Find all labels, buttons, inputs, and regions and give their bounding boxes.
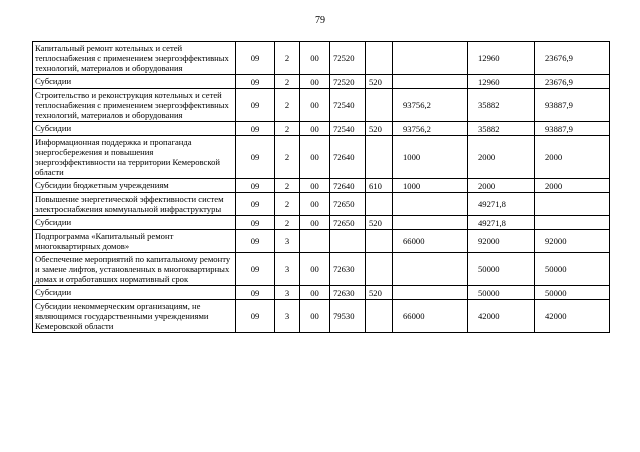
section-code-cell: 09	[236, 42, 275, 75]
target-code-cell: 72640	[330, 179, 366, 193]
table-row	[33, 286, 610, 300]
target-code-cell	[330, 230, 366, 253]
target-code-cell: 72650	[330, 193, 366, 216]
amount-year3-cell: 50000	[535, 286, 610, 300]
section-code-cell: 09	[236, 253, 275, 286]
section-code-cell: 09	[236, 286, 275, 300]
row-name-cell: Обеспечение мероприятий по капитальному ремонту и замене лифтов, установленных в многоквартирных домах и отработавших нормативный срок	[33, 253, 236, 286]
table-row	[33, 193, 610, 216]
target-code-cell: 79530	[330, 300, 366, 333]
expense-type-cell	[366, 230, 393, 253]
amount-year2-cell: 12960	[468, 75, 535, 89]
amount-year1-cell	[393, 216, 468, 230]
subsection-code-cell: 2	[275, 122, 300, 136]
amount-year2-cell: 92000	[468, 230, 535, 253]
section-code-cell: 09	[236, 136, 275, 179]
subsection-code-cell: 2	[275, 216, 300, 230]
section-code-cell: 09	[236, 216, 275, 230]
program-code-cell: 00	[300, 136, 330, 179]
program-code-cell: 00	[300, 122, 330, 136]
amount-year3-cell: 93887,9	[535, 122, 610, 136]
table-row	[33, 42, 610, 75]
amount-year2-cell: 49271,8	[468, 216, 535, 230]
target-code-cell: 72640	[330, 136, 366, 179]
amount-year1-cell	[393, 253, 468, 286]
amount-year3-cell: 93887,9	[535, 89, 610, 122]
amount-year2-cell: 2000	[468, 136, 535, 179]
program-code-cell: 00	[300, 75, 330, 89]
subsection-code-cell: 2	[275, 89, 300, 122]
row-name-cell: Строительство и реконструкция котельных и сетей теплоснабжения с применением энергоэффективных технологий, материалов и оборудования	[33, 89, 236, 122]
amount-year1-cell: 1000	[393, 136, 468, 179]
section-code-cell: 09	[236, 193, 275, 216]
target-code-cell: 72540	[330, 122, 366, 136]
subsection-code-cell: 3	[275, 300, 300, 333]
subsection-code-cell: 2	[275, 136, 300, 179]
expense-type-cell: 520	[366, 122, 393, 136]
amount-year2-cell: 42000	[468, 300, 535, 333]
table-row	[33, 89, 610, 122]
section-code-cell: 09	[236, 179, 275, 193]
program-code-cell: 00	[300, 193, 330, 216]
amount-year2-cell: 12960	[468, 42, 535, 75]
table-row	[33, 300, 610, 333]
amount-year3-cell: 2000	[535, 179, 610, 193]
row-name-cell: Субсидии бюджетным учреждениям	[33, 179, 236, 193]
page-number: 79	[315, 15, 325, 26]
row-name-cell: Субсидии	[33, 75, 236, 89]
program-code-cell: 00	[300, 300, 330, 333]
program-code-cell	[300, 230, 330, 253]
amount-year1-cell: 1000	[393, 179, 468, 193]
amount-year3-cell	[535, 216, 610, 230]
amount-year1-cell	[393, 193, 468, 216]
section-code-cell: 09	[236, 300, 275, 333]
amount-year1-cell	[393, 42, 468, 75]
table-row	[33, 122, 610, 136]
subsection-code-cell: 2	[275, 75, 300, 89]
expense-type-cell	[366, 300, 393, 333]
program-code-cell: 00	[300, 42, 330, 75]
target-code-cell: 72630	[330, 286, 366, 300]
row-name-cell: Повышение энергетической эффективности систем электроснабжения коммунальной инфраструктуры	[33, 193, 236, 216]
target-code-cell: 72650	[330, 216, 366, 230]
amount-year3-cell: 42000	[535, 300, 610, 333]
budget-table-body	[33, 42, 610, 333]
target-code-cell: 72630	[330, 253, 366, 286]
expense-type-cell: 610	[366, 179, 393, 193]
row-name-cell: Капитальный ремонт котельных и сетей теплоснабжения с применением энергоэффективных технологий, материалов и оборудования	[33, 42, 236, 75]
subsection-code-cell: 3	[275, 230, 300, 253]
program-code-cell: 00	[300, 286, 330, 300]
row-name-cell: Подпрограмма «Капитальный ремонт многоквартирных домов»	[33, 230, 236, 253]
amount-year2-cell: 35882	[468, 89, 535, 122]
amount-year1-cell: 66000	[393, 300, 468, 333]
expense-type-cell	[366, 42, 393, 75]
expense-type-cell: 520	[366, 75, 393, 89]
subsection-code-cell: 2	[275, 179, 300, 193]
subsection-code-cell: 2	[275, 42, 300, 75]
row-name-cell: Субсидии некоммерческим организациям, не являющимся государственными учреждениями Кемеровской области	[33, 300, 236, 333]
row-name-cell: Субсидии	[33, 216, 236, 230]
amount-year2-cell: 49271,8	[468, 193, 535, 216]
section-code-cell: 09	[236, 230, 275, 253]
program-code-cell: 00	[300, 89, 330, 122]
amount-year3-cell: 92000	[535, 230, 610, 253]
expense-type-cell: 520	[366, 286, 393, 300]
amount-year2-cell: 50000	[468, 286, 535, 300]
target-code-cell: 72520	[330, 42, 366, 75]
section-code-cell: 09	[236, 122, 275, 136]
program-code-cell: 00	[300, 253, 330, 286]
amount-year3-cell: 50000	[535, 253, 610, 286]
row-name-cell: Субсидии	[33, 286, 236, 300]
subsection-code-cell: 3	[275, 253, 300, 286]
section-code-cell: 09	[236, 89, 275, 122]
expense-type-cell: 520	[366, 216, 393, 230]
expense-type-cell	[366, 136, 393, 179]
amount-year3-cell: 23676,9	[535, 75, 610, 89]
target-code-cell: 72540	[330, 89, 366, 122]
section-code-cell: 09	[236, 75, 275, 89]
table-row	[33, 75, 610, 89]
table-row	[33, 230, 610, 253]
expense-type-cell	[366, 89, 393, 122]
amount-year1-cell: 93756,2	[393, 122, 468, 136]
amount-year2-cell: 50000	[468, 253, 535, 286]
amount-year1-cell: 93756,2	[393, 89, 468, 122]
subsection-code-cell: 3	[275, 286, 300, 300]
amount-year3-cell	[535, 193, 610, 216]
amount-year2-cell: 2000	[468, 179, 535, 193]
table-row	[33, 253, 610, 286]
target-code-cell: 72520	[330, 75, 366, 89]
row-name-cell: Субсидии	[33, 122, 236, 136]
subsection-code-cell: 2	[275, 193, 300, 216]
budget-table	[32, 41, 610, 333]
amount-year1-cell	[393, 286, 468, 300]
amount-year1-cell	[393, 75, 468, 89]
amount-year1-cell: 66000	[393, 230, 468, 253]
table-row	[33, 216, 610, 230]
table-row	[33, 179, 610, 193]
expense-type-cell	[366, 193, 393, 216]
amount-year2-cell: 35882	[468, 122, 535, 136]
amount-year3-cell: 2000	[535, 136, 610, 179]
amount-year3-cell: 23676,9	[535, 42, 610, 75]
table-row	[33, 136, 610, 179]
expense-type-cell	[366, 253, 393, 286]
row-name-cell: Информационная поддержка и пропаганда энергосбережения и повышения энергоэффективности на территории Кемеровской области	[33, 136, 236, 179]
program-code-cell: 00	[300, 216, 330, 230]
program-code-cell: 00	[300, 179, 330, 193]
